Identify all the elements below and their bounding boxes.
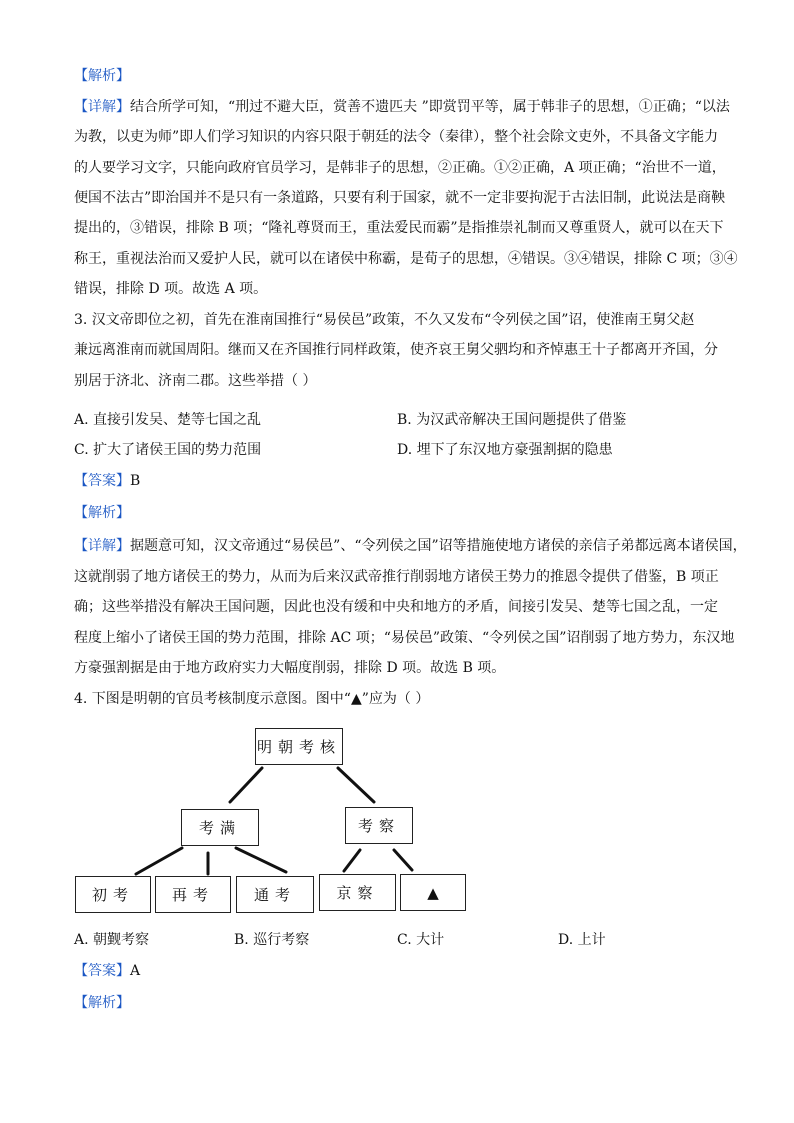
detail-line: 程度上缩小了诸侯王国的势力范围，排除 AC 项；“易侯邑”政策、“令列侯之国”诏削弱了地方势力，东汉地	[74, 630, 735, 646]
node-zaikao: 再考	[155, 876, 231, 913]
q4-answer	[74, 961, 140, 981]
question-3-stem: 兼远离淮南而就国周阳。继而又在齐国推行同样政策，使齐哀王舅父驷均和齐悼惠王十子都离开齐国，分	[74, 342, 718, 358]
detail-line: 错误，排除 D 项。故选 A 项。	[74, 281, 268, 297]
answer-value-q4: A	[130, 963, 141, 979]
node-root: 明朝考核	[255, 728, 343, 765]
q3-option-a: A. 直接引发吴、楚等七国之乱	[74, 412, 262, 428]
q4-option-a: A. 朝觐考察	[74, 932, 150, 948]
q4-option-b: B. 巡行考察	[234, 932, 310, 948]
detail-line: 便国不法古”即治国并不是只有一条道路，只要有利于国家，就不一定非要拘泥于古法旧制，此说法是商鞅	[74, 190, 726, 206]
q3-option-b: B. 为汉武帝解决王国问题提供了借鉴	[397, 412, 627, 428]
connector-line	[136, 848, 182, 874]
connector-line	[338, 768, 374, 802]
detail-line: 提出的，③错误，排除 B 项；“隆礼尊贤而王，重法爱民而霸”是指推崇礼制而又尊重贤人，就可以在天下	[74, 220, 724, 236]
node-kaocha: 考察	[345, 807, 413, 844]
detail-label-q3: 【详解】	[74, 538, 130, 554]
question-3-stem: 别居于济北、济南二郡。这些举措（ ）	[74, 373, 317, 389]
node-tongkao: 通考	[236, 876, 314, 913]
question-3-stem: 3. 汉文帝即位之初，首先在淮南国推行“易侯邑”政策，不久又发布“令列侯之国”诏，使淮南王舅父赵	[74, 312, 695, 328]
q3-option-c: C. 扩大了诸侯王国的势力范围	[74, 442, 262, 458]
connector-line	[236, 848, 286, 872]
connector-line	[344, 850, 360, 871]
node-chukao: 初考	[75, 876, 151, 913]
q4-option-c: C. 大计	[397, 932, 445, 948]
jiexi-label-q2: 【解析】	[74, 68, 130, 84]
answer-value-q3: B	[130, 473, 141, 489]
detail-line: 为教，以吏为师”即人们学习知识的内容只限于朝廷的法令（秦律），整个社会除文吏外，不具备文字能力	[74, 129, 719, 145]
detail-line: 确；这些举措没有解决王国问题，因此也没有缓和中央和地方的矛盾，间接引发吴、楚等七国之乱，一定	[74, 599, 718, 615]
detail-text: 结合所学可知，“刑过不避大臣，赏善不遗匹夫 ”即赏罚平等，属于韩非子的思想，①正确；“以法	[130, 99, 730, 115]
node-kaoman: 考满	[181, 809, 259, 846]
node-unknown-triangle: ▲	[400, 874, 466, 911]
q4-option-d: D. 上计	[558, 932, 606, 948]
q3-option-d: D. 埋下了东汉地方豪强割据的隐患	[397, 442, 613, 458]
answer-label-q3: 【答案】	[74, 473, 130, 489]
jiexi-label-q3: 【解析】	[74, 505, 130, 521]
connector-line	[394, 850, 412, 870]
detail-line: 方豪强割据是由于地方政府实力大幅度削弱，排除 D 项。故选 B 项。	[74, 660, 506, 676]
detail-label-q2: 【详解】	[74, 99, 130, 115]
node-jingcha: 京察	[319, 874, 396, 911]
detail-text: 据题意可知，汉文帝通过“易侯邑”、“令列侯之国”诏等措施使地方诸侯的亲信子弟都远离本诸侯国，	[130, 538, 747, 554]
detail-line: 这就削弱了地方诸侯王的势力，从而为后来汉武帝推行削弱地方诸侯王势力的推恩令提供了借鉴，B 项正	[74, 569, 719, 585]
question-4-stem: 4. 下图是明朝的官员考核制度示意图。图中“▲”应为（ ）	[74, 691, 430, 707]
connector-line	[230, 768, 262, 802]
detail-line: 的人要学习文字，只能向政府官员学习，是韩非子的思想，②正确。①②正确，A 项正确；“治世不一道，	[74, 160, 726, 176]
jiexi-label-q4: 【解析】	[74, 995, 130, 1011]
answer-label-q4: 【答案】	[74, 963, 130, 979]
detail-line: 称王，重视法治而又爱护人民，就可以在诸侯中称霸，是荀子的思想，④错误。③④错误，排除 C 项；③④	[74, 251, 738, 267]
